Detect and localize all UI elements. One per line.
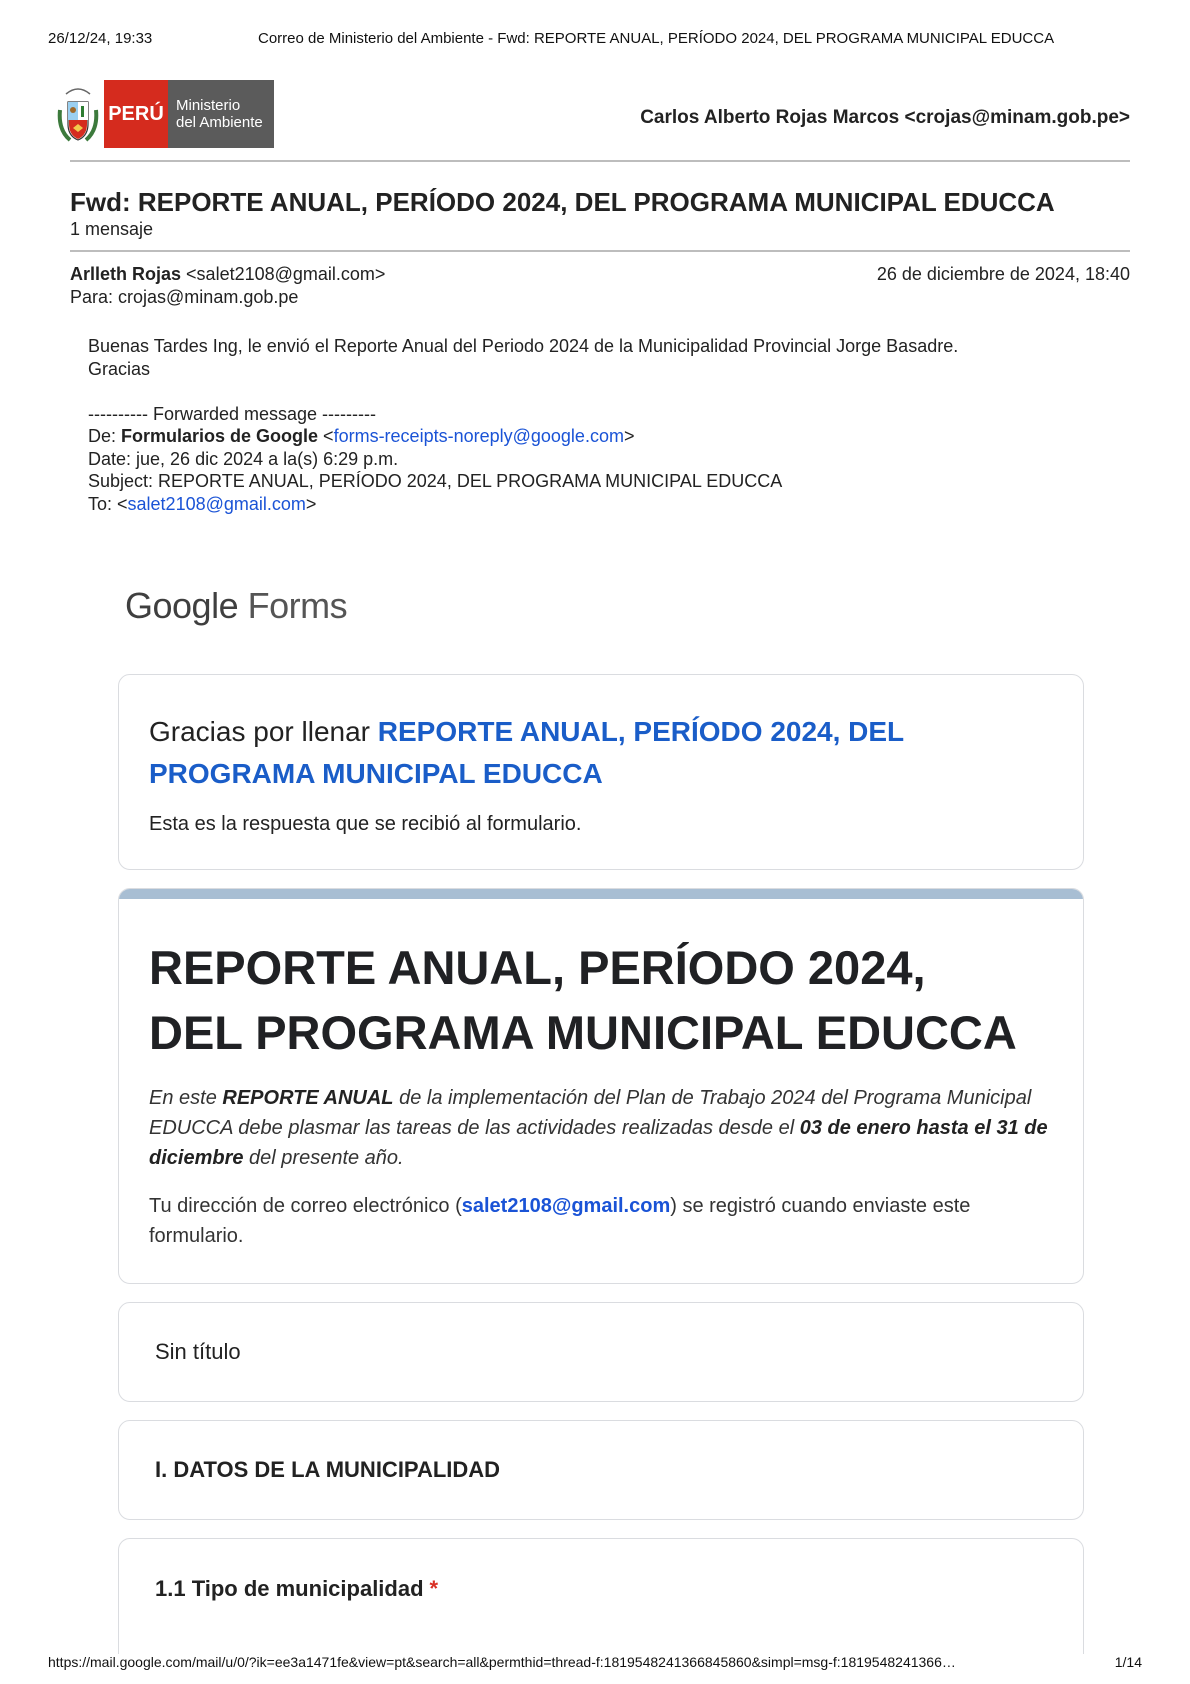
- forward-from-name: Formularios de Google: [121, 426, 319, 446]
- forms-wordmark: Forms: [238, 585, 348, 626]
- form-title-link[interactable]: REPORTE ANUAL, PERÍODO 2024, DEL PROGRAMA MUNICIPAL EDUCCA: [149, 716, 904, 789]
- page-number: 1/14: [1114, 1654, 1142, 1670]
- form-description: En este REPORTE ANUAL de la implementación del Plan de Trabajo 2024 del Programa Municipal EDUCCA debe plasmar las tareas de las actividades realizadas desde el 03 de enero hasta el 31 de diciembre del presente año.: [149, 1087, 1048, 1169]
- untitled-section-card: [118, 1302, 1084, 1402]
- sender-email: <salet2108@gmail.com>: [186, 264, 386, 284]
- thanks-card: [118, 674, 1084, 870]
- section-card: [118, 1420, 1084, 1520]
- email-recorded-note: Tu dirección de correo electrónico (salet2108@gmail.com) se registró cuando enviaste este formulario.: [149, 1195, 971, 1247]
- print-title: Correo de Ministerio del Ambiente - Fwd: REPORTE ANUAL, PERÍODO 2024, DEL PROGRAMA MUNICIPAL EDUCCA: [258, 30, 1055, 47]
- forward-from: De: Formularios de Google <forms-receipts-noreply@google.com>: [88, 426, 635, 446]
- thanks-note: Esta es la respuesta que se recibió al formulario.: [149, 813, 582, 835]
- thanks-heading: Gracias por llenar REPORTE ANUAL, PERÍODO 2024, DEL PROGRAMA MUNICIPAL EDUCCA: [149, 716, 904, 789]
- forward-to-email-link[interactable]: salet2108@gmail.com: [127, 493, 306, 514]
- section-title: I. DATOS DE LA MUNICIPALIDAD: [155, 1457, 501, 1482]
- ministry-name-line1: Ministerio: [176, 97, 241, 114]
- print-datetime: 26/12/24, 19:33: [48, 30, 153, 47]
- ministry-name: [168, 80, 274, 148]
- body-greeting: Buenas Tardes Ing, le envió el Reporte Anual del Periodo 2024 de la Municipalidad Provincial Jorge Basadre.: [88, 336, 959, 356]
- print-footer: [48, 1654, 1142, 1674]
- page-url: https://mail.google.com/mail/u/0/?ik=ee3a1471fe&view=pt&search=all&permthid=thread-f:1819548241366845860&simpl=msg-f:1819548241366…: [48, 1654, 956, 1670]
- thread-subject: Fwd: REPORTE ANUAL, PERÍODO 2024, DEL PROGRAMA MUNICIPAL EDUCCA: [70, 187, 1055, 217]
- peru-coat-of-arms-icon: [56, 80, 100, 148]
- form-accent-bar: [118, 888, 1084, 899]
- required-asterisk: *: [429, 1576, 439, 1601]
- recipient-line: Para: crojas@minam.gob.pe: [70, 287, 299, 307]
- message-body: [88, 335, 958, 515]
- account-owner: Carlos Alberto Rojas Marcos <crojas@minam.gob.pe>: [640, 107, 1130, 128]
- question-card: [118, 1538, 1084, 1658]
- forward-date: Date: jue, 26 dic 2024 a la(s) 6:29 p.m.: [88, 448, 399, 469]
- question-title: 1.1 Tipo de municipalidad *: [155, 1576, 439, 1601]
- forward-to: To: <salet2108@gmail.com>: [88, 493, 317, 514]
- untitled-section-label: Sin título: [155, 1339, 241, 1364]
- sender-name: Arlleth Rojas: [70, 264, 182, 284]
- google-wordmark: Google: [125, 585, 239, 626]
- message-date: 26 de diciembre de 2024, 18:40: [876, 264, 1130, 284]
- sender: [70, 264, 385, 285]
- google-forms-logo: [125, 585, 347, 627]
- header-divider: [70, 160, 1130, 162]
- thread-divider: [70, 250, 1130, 252]
- message-count: 1 mensaje: [70, 219, 154, 239]
- respondent-email-link[interactable]: salet2108@gmail.com: [461, 1195, 671, 1217]
- form-header-card: [118, 888, 1084, 1284]
- ministry-name-line2: del Ambiente: [176, 114, 263, 131]
- ministry-logo: [56, 80, 278, 148]
- forward-from-email-link[interactable]: forms-receipts-noreply@google.com: [333, 426, 624, 446]
- forward-header: ---------- Forwarded message ---------: [88, 403, 376, 424]
- forward-subject: Subject: REPORTE ANUAL, PERÍODO 2024, DEL PROGRAMA MUNICIPAL EDUCCA: [88, 471, 783, 491]
- body-thanks: Gracias: [88, 358, 151, 379]
- form-title: REPORTE ANUAL, PERÍODO 2024, DEL PROGRAMA MUNICIPAL EDUCCA: [149, 941, 1017, 1059]
- peru-badge: PERÚ: [104, 80, 168, 148]
- print-header: [48, 30, 1142, 52]
